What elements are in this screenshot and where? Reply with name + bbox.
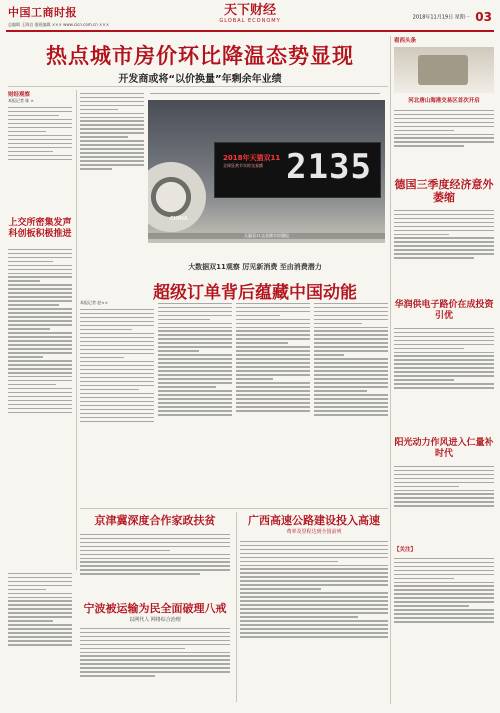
story3-text <box>80 625 230 713</box>
feature-col4 <box>314 300 388 500</box>
feature-headline: 超级订单背后蕴藏中国动能 <box>153 283 357 303</box>
left-col-headline <box>8 218 72 240</box>
sidebar-text-1 <box>394 107 494 175</box>
lead-article-col1 <box>8 90 72 210</box>
photo-caption: 天猫双11交易额实时播报 <box>148 233 385 239</box>
left-lower-text <box>8 570 72 702</box>
feature-col1 <box>80 300 154 500</box>
story2-subhead: 费率及里程达到全国前列 <box>286 529 342 535</box>
masthead-right <box>342 10 492 24</box>
feature-col3 <box>236 300 310 500</box>
sidebar <box>394 36 494 704</box>
bottom-story-1 <box>80 512 230 601</box>
led-display <box>214 142 381 198</box>
sidebar-tag-2: 【关注】 <box>394 547 417 553</box>
story2-text <box>240 538 388 708</box>
lead-article-col2 <box>80 90 144 260</box>
sidebar-text-5 <box>394 555 494 673</box>
sidebar-text-4 <box>394 463 494 543</box>
news-photo <box>148 100 385 243</box>
story1-text <box>80 531 230 601</box>
lead-headline: 热点城市房价环比降温态势显现 <box>46 44 354 68</box>
feature-kicker: 大数据双11观察 厉见新消费 至由消费潜力 <box>188 263 322 271</box>
kcb-article-text <box>8 246 72 564</box>
kcb-headline: 上交所密集发声 科创板积极推进 <box>8 218 72 239</box>
byline: 本报记者 陈 × <box>8 98 34 103</box>
newspaper-logo: 中国工商时报 <box>8 6 77 19</box>
sidebar-text-3 <box>394 325 494 435</box>
sidebar-headline-3: 阳光动力作风进入仁量补时代 <box>394 438 494 459</box>
lead-col-heads <box>150 90 380 98</box>
sidebar-headline-2: 华润供电子路价在成投资引优 <box>394 300 494 321</box>
brand-label: CHINA <box>170 216 188 222</box>
lead-subhead: 开发商或将“以价换量”年剩余年业绩 <box>118 74 282 85</box>
lead-text-strip <box>150 90 380 98</box>
section-title: 天下财经 <box>223 3 276 18</box>
masthead-info: 总编辑 王海岩 值班编辑 ××× www.cicn.com.cn ××× <box>8 22 110 27</box>
section-title-en: GLOBAL ECONOMY <box>219 18 281 24</box>
masthead-left <box>8 4 158 30</box>
article-text <box>8 98 72 208</box>
section-tag: 财经观察 <box>8 92 31 98</box>
sidebar-photo <box>394 47 494 93</box>
sidebar-divider <box>390 36 391 704</box>
feature-col2 <box>158 300 232 500</box>
sidebar-tag: 看西头条 <box>394 38 417 44</box>
page-number: 03 <box>475 10 492 24</box>
headline-rule <box>8 86 388 87</box>
sidebar-text-2 <box>394 207 494 297</box>
display-year-label: 2018年天猫双11 <box>223 154 281 162</box>
story2-headline: 广西高速公路建设投入高速 <box>248 514 380 527</box>
display-sub-label: 全球狂欢节实时交易额 <box>223 163 263 168</box>
sidebar-headline-1: 德国三季度经济意外萎缩 <box>394 178 494 204</box>
feature-byline: 本报记者 赵×× <box>80 300 108 305</box>
sidebar-photo-caption: 河北唐山海港交易区首次开启 <box>408 98 480 104</box>
bottom-rule <box>80 508 388 509</box>
masthead-rule <box>6 30 494 32</box>
bottom-divider <box>236 512 237 702</box>
bottom-story-3 <box>80 600 230 713</box>
column-divider <box>76 90 77 570</box>
story1-headline: 京津冀深度合作家政扶贫 <box>94 514 216 527</box>
story3-headline: 宁波被运输为民全面破理八戒 <box>83 602 227 615</box>
story3-subhead: 以网代人 网络综合治理 <box>129 617 181 623</box>
issue-date: 2018年11月19日 星期一 <box>412 14 470 21</box>
display-number: 2135 <box>286 147 372 187</box>
bottom-story-2 <box>240 512 388 708</box>
